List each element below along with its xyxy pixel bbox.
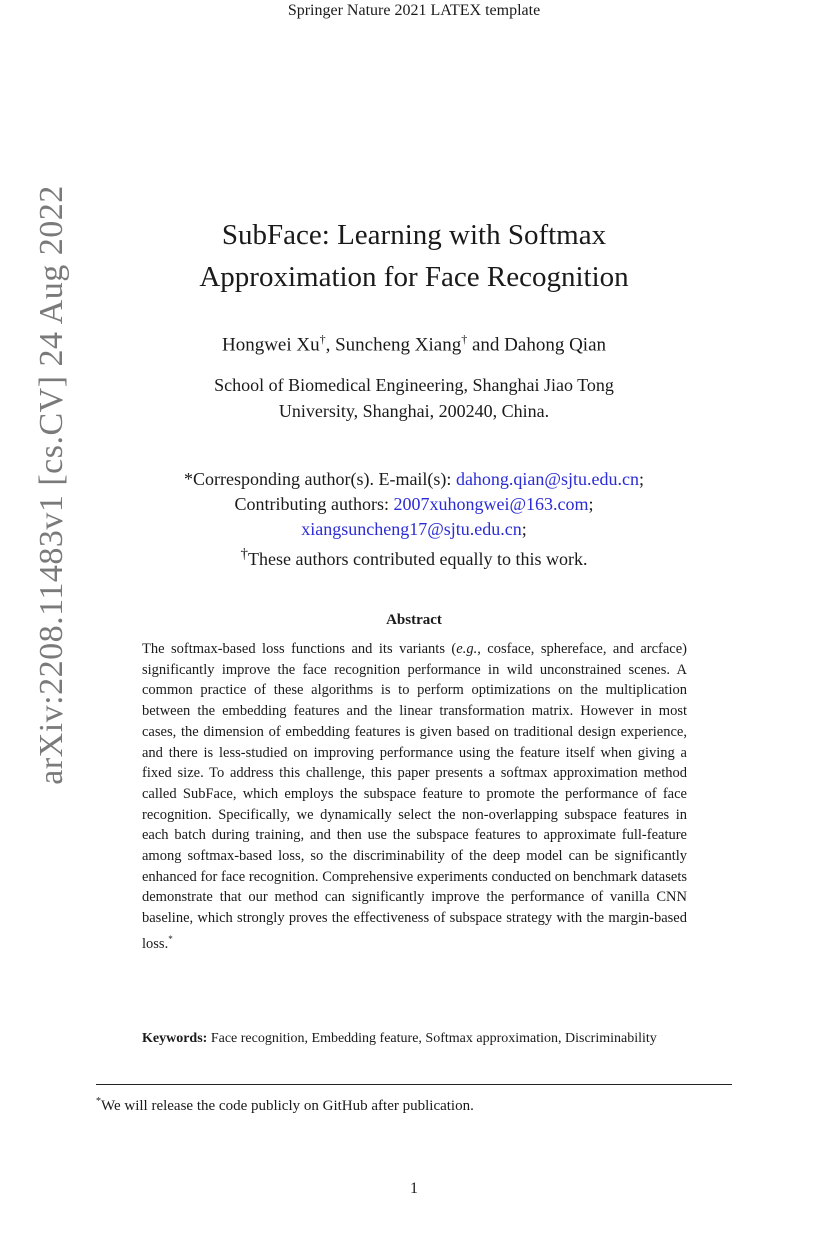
affiliation-line: School of Biomedical Engineering, Shanghai Jiao Tong: [214, 375, 614, 395]
contributing-authors-line: [110, 517, 718, 542]
email-link[interactable]: 2007xuhongwei@163.com: [393, 494, 589, 514]
arxiv-identifier-stamp: arXiv:2208.11483v1 [cs.CV] 24 Aug 2022: [33, 185, 70, 785]
email-link[interactable]: dahong.qian@sjtu.edu.cn: [455, 469, 639, 489]
punctuation: ;: [638, 469, 644, 489]
author-list: [130, 332, 698, 356]
email-link[interactable]: xiangsuncheng17@sjtu.edu.cn: [301, 519, 522, 539]
keywords-text: Face recognition, Embedding feature, Softmax approximation, Discriminability: [207, 1031, 657, 1046]
footnote: [96, 1096, 732, 1115]
author-separator: and: [467, 334, 505, 356]
affiliation-line: University, Shanghai, 200240, China.: [278, 401, 550, 421]
equal-contribution-mark: †: [240, 546, 249, 562]
footnote-text: We will release the code publicly on GitHub after publication.: [101, 1098, 474, 1114]
abstract-text: , cosface, sphereface, and arcface) significantly improve the face recognition performance in wild unconstrained scenes. A common practice of these algorithms is to perform optimizations on the multiplication between the embedding features and the linear transformation matrix. However in most cases, the dimension of embedding features is given based on traditional design experience, and there is less-studied on improving performance using the feature itself when giving a fixed size. To address this challenge, this paper presents a softmax approximation method called SubFace, which employs the subspace feature to promote the performance of face recognition. Specifically, we dynamically select the non-overlapping subspace features in each batch during training, and then use the subspace features to approximate full-feature among softmax-based loss, so the discriminability of the deep model can be significantly enhanced for face recognition. Comprehensive experiments conducted on benchmark datasets demonstrate that our method can significantly improve the performance of vanilla CNN baseline, which strongly proves the effectiveness of subspace strategy with the margin-based loss.: [142, 641, 687, 952]
author-name: Dahong Qian: [504, 334, 607, 356]
paper-title: [130, 214, 698, 298]
author-name: Suncheng Xiang: [335, 334, 462, 356]
title-line-1: SubFace: Learning with Softmax: [221, 219, 607, 251]
punctuation: ;: [521, 519, 527, 539]
keywords-label: Keywords:: [142, 1031, 208, 1046]
running-header: Springer Nature 2021 LATEX template: [287, 2, 541, 19]
equal-contribution-mark: †: [319, 332, 326, 346]
contributing-label: Contributing authors:: [234, 494, 394, 514]
footnote-divider: [96, 1084, 732, 1085]
contributing-authors-line: [110, 492, 718, 517]
corresponding-label: *Corresponding author(s). E-mail(s):: [183, 469, 456, 489]
abstract-body: [142, 639, 687, 954]
abstract-heading: Abstract: [386, 612, 442, 628]
equal-contribution-note: [110, 542, 718, 572]
equal-contribution-mark: †: [461, 332, 468, 346]
author-name: Hongwei Xu: [221, 334, 320, 356]
title-line-2: Approximation for Face Recognition: [199, 261, 629, 293]
page-number: 1: [410, 1180, 418, 1197]
affiliation: [140, 372, 688, 424]
abstract-text-italic: e.g.: [456, 641, 478, 657]
equal-contribution-text: These authors contributed equally to this work.: [248, 549, 588, 569]
corresponding-author-line: [110, 467, 718, 492]
abstract-text: The softmax-based loss functions and its variants (: [142, 641, 457, 657]
punctuation: ;: [588, 494, 594, 514]
footnote-mark: *: [96, 1096, 101, 1107]
author-separator: ,: [325, 334, 336, 356]
keywords: [142, 1030, 687, 1048]
correspondence-block: [110, 467, 718, 572]
footnote-reference-mark[interactable]: *: [168, 933, 173, 944]
